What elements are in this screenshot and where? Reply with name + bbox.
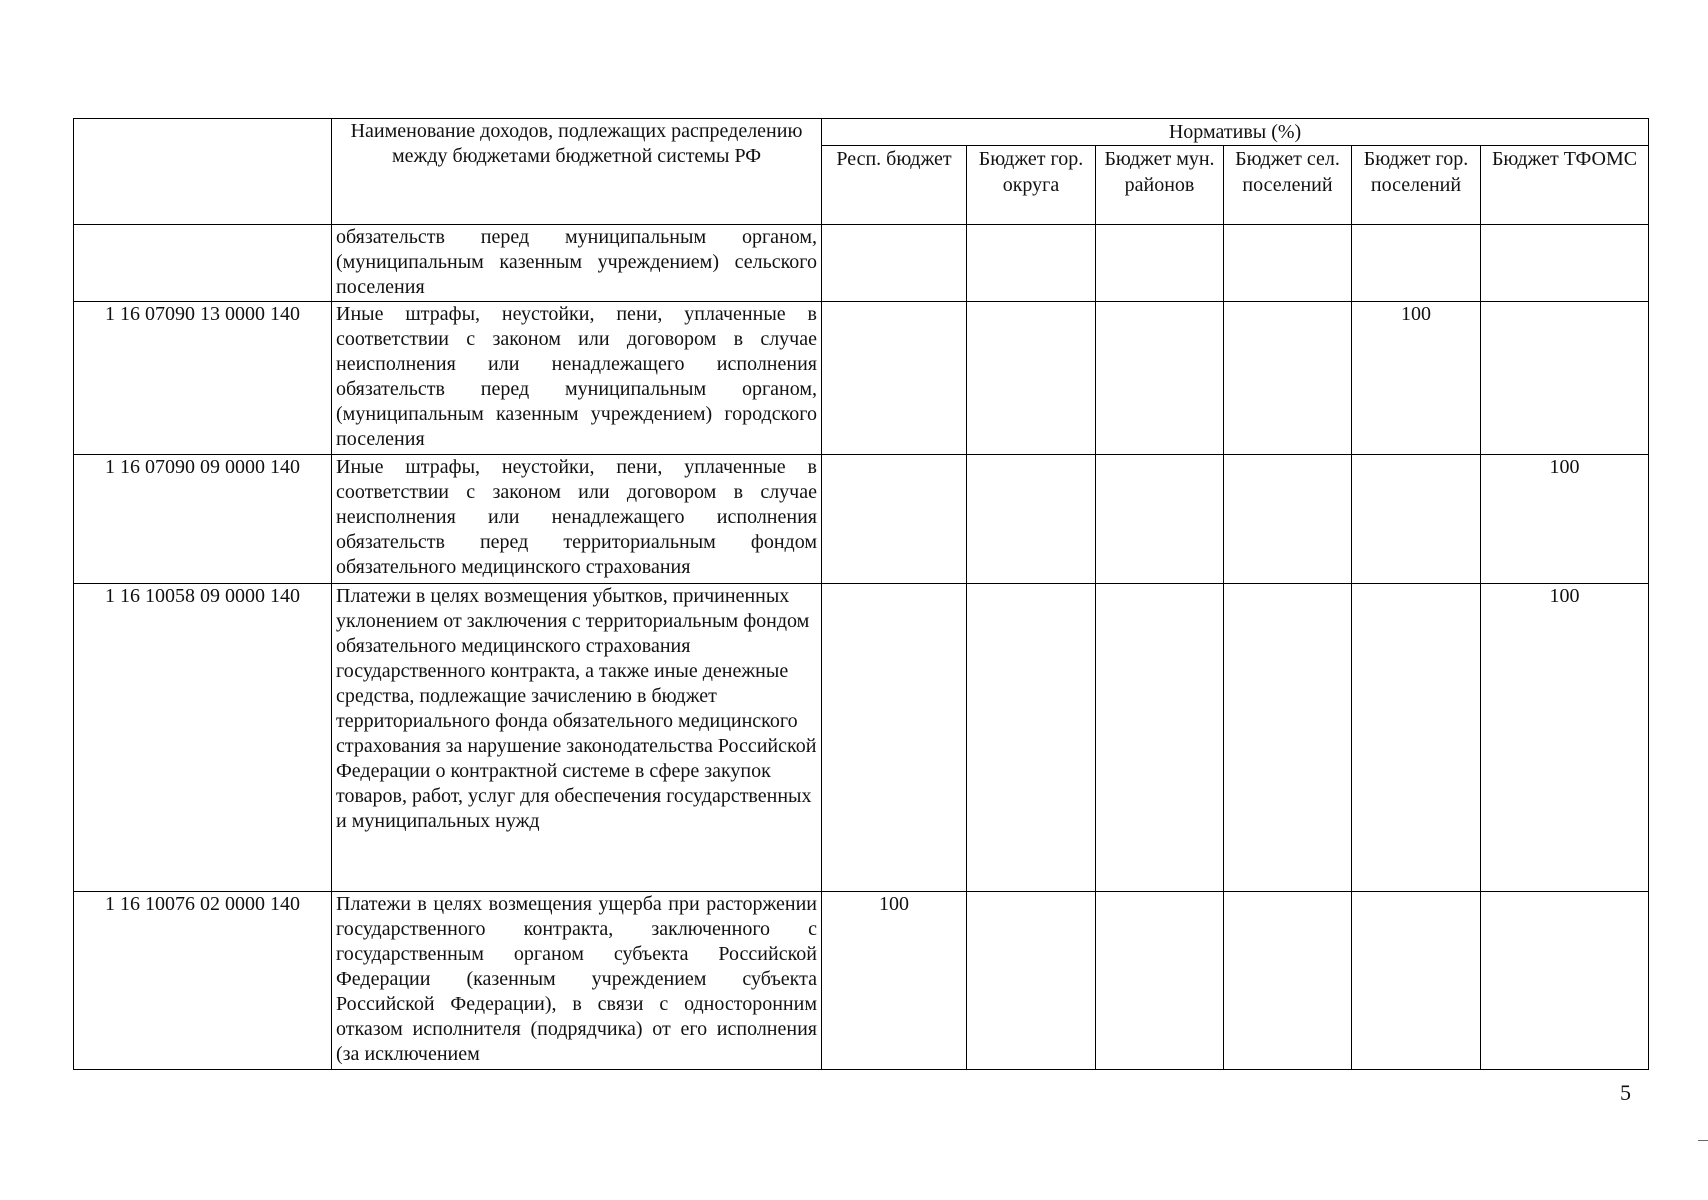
- table-header-row: [74, 119, 1649, 146]
- row-value-city-district: [967, 225, 1096, 302]
- revenue-distribution-table: [73, 118, 1649, 1070]
- header-name-cell: Наименование доходов, подлежащих распределению между бюджетами бюджетной системы РФ: [332, 119, 822, 225]
- scan-edge-mark: [1698, 1140, 1708, 1141]
- row-value-municipal-districts: [1096, 225, 1224, 302]
- table-row: [74, 584, 1649, 892]
- row-value-tfoms: [1481, 892, 1649, 1070]
- row-value-city-district: [967, 302, 1096, 455]
- row-name: обязательств перед муниципальным органом, (муниципальным казенным учреждением) сельского поселения: [332, 225, 822, 302]
- table-row: [74, 225, 1649, 302]
- header-col-urban-settlements-budget: Бюджет гор. поселений: [1352, 146, 1481, 225]
- row-value-urban-settlements: [1352, 892, 1481, 1070]
- row-value-rural-settlements: [1224, 584, 1352, 892]
- table-row: [74, 892, 1649, 1070]
- row-code: [74, 225, 332, 302]
- row-value-city-district: [967, 892, 1096, 1070]
- row-name: Иные штрафы, неустойки, пени, уплаченные в соответствии с законом или договором в случае неисполнения или ненадлежащего исполнения обязательств перед муниципальным органом, (муниципальным казенным учреждением) городского поселения: [332, 302, 822, 455]
- row-value-tfoms: [1481, 302, 1649, 455]
- row-code: 1 16 07090 09 0000 140: [74, 455, 332, 584]
- row-value-municipal-districts: [1096, 455, 1224, 584]
- header-col-municipal-districts-budget: Бюджет мун. районов: [1096, 146, 1224, 225]
- header-code-cell: [74, 119, 332, 225]
- header-col-tfoms-budget: Бюджет ТФОМС: [1481, 146, 1649, 225]
- row-value-municipal-districts: [1096, 584, 1224, 892]
- table-row: [74, 455, 1649, 584]
- row-value-resp: [822, 225, 967, 302]
- row-value-city-district: [967, 584, 1096, 892]
- header-col-resp-budget: Респ. бюджет: [822, 146, 967, 225]
- row-value-municipal-districts: [1096, 302, 1224, 455]
- row-value-resp: [822, 302, 967, 455]
- row-value-city-district: [967, 455, 1096, 584]
- row-value-rural-settlements: [1224, 892, 1352, 1070]
- header-norms-group: Нормативы (%): [822, 119, 1649, 146]
- row-name: Платежи в целях возмещения ущерба при расторжении государственного контракта, заключенного с государственным органом субъекта Российской Федерации (казенным учреждением субъекта Российской Федерации), в связи с односторонним отказом исполнителя (подрядчика) от его исполнения (за исключением: [332, 892, 822, 1070]
- row-value-rural-settlements: [1224, 302, 1352, 455]
- row-name: Платежи в целях возмещения убытков, причиненных уклонением от заключения с территориальным фондом обязательного медицинского страхования государственного контракта, а также иные денежные средства, подлежащие зачислению в бюджет территориального фонда обязательного медицинского страхования за нарушение законодательства Российской Федерации о контрактной системе в сфере закупок товаров, работ, услуг для обеспечения государственных и муниципальных нужд: [332, 584, 822, 892]
- row-code: 1 16 10076 02 0000 140: [74, 892, 332, 1070]
- row-value-rural-settlements: [1224, 225, 1352, 302]
- row-value-urban-settlements: [1352, 225, 1481, 302]
- row-value-urban-settlements: [1352, 455, 1481, 584]
- row-value-resp: [822, 455, 967, 584]
- page-number: 5: [1620, 1080, 1631, 1105]
- row-value-resp: 100: [822, 892, 967, 1070]
- row-value-urban-settlements: [1352, 584, 1481, 892]
- row-value-tfoms: 100: [1481, 455, 1649, 584]
- row-name: Иные штрафы, неустойки, пени, уплаченные в соответствии с законом или договором в случае неисполнения или ненадлежащего исполнения обязательств перед территориальным фондом обязательного медицинского страхования: [332, 455, 822, 584]
- row-code: 1 16 10058 09 0000 140: [74, 584, 332, 892]
- row-value-municipal-districts: [1096, 892, 1224, 1070]
- table-row: [74, 302, 1649, 455]
- row-value-urban-settlements: 100: [1352, 302, 1481, 455]
- row-code: 1 16 07090 13 0000 140: [74, 302, 332, 455]
- row-value-tfoms: 100: [1481, 584, 1649, 892]
- row-value-tfoms: [1481, 225, 1649, 302]
- row-value-resp: [822, 584, 967, 892]
- header-col-city-district-budget: Бюджет гор. округа: [967, 146, 1096, 225]
- row-value-rural-settlements: [1224, 455, 1352, 584]
- header-col-rural-settlements-budget: Бюджет сел. поселений: [1224, 146, 1352, 225]
